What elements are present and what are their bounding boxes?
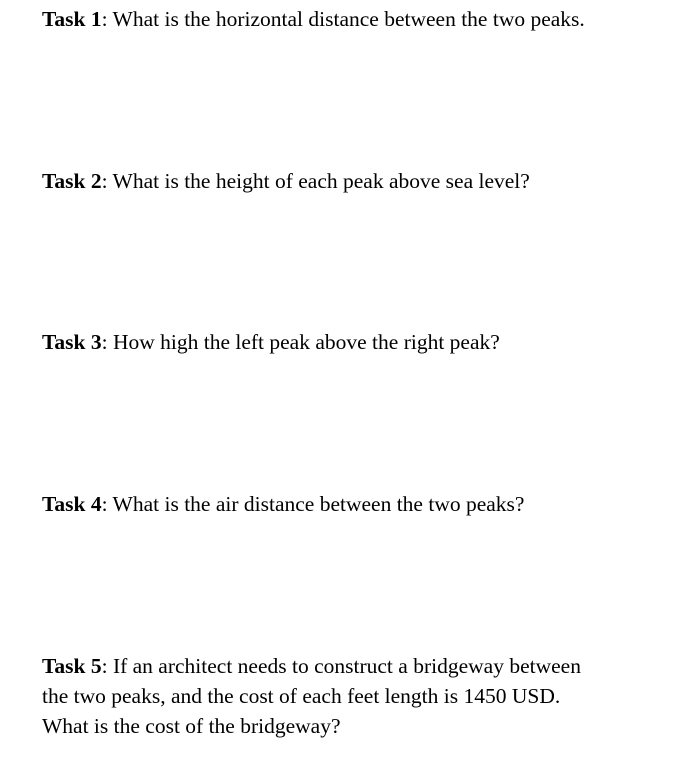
task-line — [42, 651, 581, 681]
task-question-line-3: What is the cost of the bridgeway? — [42, 714, 341, 738]
task-question: What is the air distance between the two peaks? — [107, 492, 525, 516]
task-label: Task 1 — [42, 7, 102, 31]
task-question-line-2: the two peaks, and the cost of each feet length is 1450 USD. — [42, 684, 561, 708]
task-separator: : — [101, 7, 108, 31]
task-label: Task 5 — [42, 654, 102, 678]
task-label: Task 3 — [42, 330, 102, 354]
task-separator: : — [101, 330, 108, 354]
task-separator: : — [101, 654, 108, 678]
task-question-line-1: If an architect needs to construct a bridgeway between — [107, 654, 581, 678]
task-separator: : — [101, 169, 108, 193]
task-question: What is the horizontal distance between the two peaks. — [107, 7, 585, 31]
task-1 — [42, 4, 585, 34]
task-question: What is the height of each peak above sea level? — [107, 169, 530, 193]
task-question: How high the left peak above the right peak? — [107, 330, 500, 354]
task-4 — [42, 489, 524, 519]
task-label: Task 4 — [42, 492, 102, 516]
task-2 — [42, 166, 530, 196]
task-3 — [42, 327, 500, 357]
task-separator: : — [101, 492, 108, 516]
task-label: Task 2 — [42, 169, 102, 193]
task-5 — [42, 651, 581, 741]
